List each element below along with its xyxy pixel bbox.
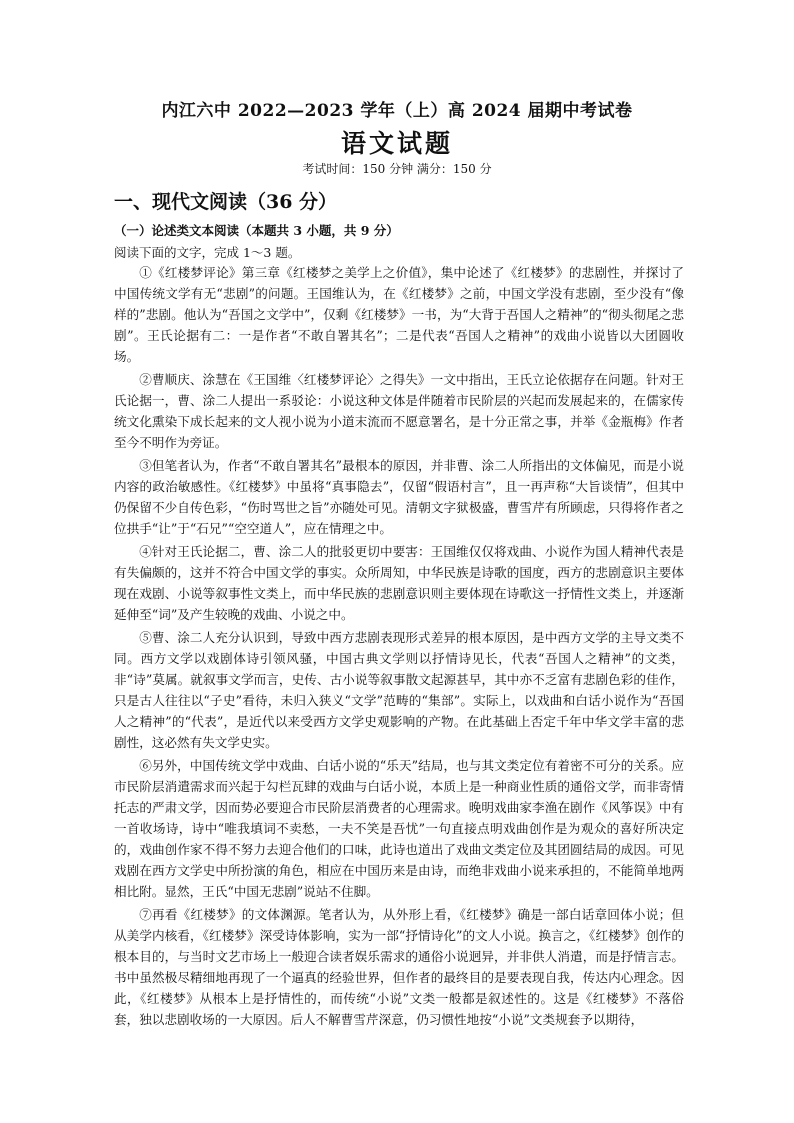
exam-title: 内江六中 2022—2023 学年（上）高 2024 届期中考试卷: [161, 101, 633, 121]
exam-meta: 考试时间：150 分钟 满分：150 分: [302, 162, 492, 176]
paragraph-7: ⑦再看《红楼梦》的文体渊源。笔者认为，从外形上看，《红楼梦》确是一部白话章回体小说；但从美学内核看，《红楼梦》深受诗体影响，实为一部“抒情诗化”的文人小说。换言之，《红楼梦》创作的根本目的，与当时文艺市场上一般迎合读者娱乐需求的通俗小说迥异，并非供人消遣，而是抒情言志。书中虽然极尽精细地再现了一个逼真的经验世界，但作者的最终目的是要表现自我，传达内心理念。因此，《红楼梦》从根本上是抒情性的，而传统“小说”文类一般都是叙述性的。这是《红楼梦》不落俗套，独以悲剧收场的一大原因。后人不解曹雪芹深意，仍习惯性地按“小说”文类规套予以期待，: [114, 906, 684, 1028]
section-heading: 一、现代文阅读（36 分）: [114, 191, 338, 213]
paragraph-2: ②曹顺庆、涂慧在《王国维〈红楼梦评论〉之得失》一文中指出，王氏立论依据存在问题。针对王氏论据一，曹、涂二人提出一系驳论：小说这种文体是伴随着市民阶层的兴起而发展起来的，在儒家传统文化熏染下成长起来的文人视小说为小道末流而不愿意署名，是十分正常之事，并举《金瓶梅》作者至今不明作为旁证。: [114, 371, 684, 451]
paragraph-4: ④针对王氏论据二，曹、涂二人的批驳更切中要害：王国维仅仅将戏曲、小说作为国人精神代表是有失偏颇的，这并不符合中国文学的事实。众所周知，中华民族是诗歌的国度，西方的悲剧意识主要体现在戏剧、小说等叙事性文类上，而中华民族的悲剧意识则主要体现在诗歌这一抒情性文类上，并逐渐延伸至“词”及产生较晚的戏曲、小说之中。: [114, 543, 684, 622]
paragraph-1: ①《红楼梦评论》第三章《红楼梦之美学上之价值》，集中论述了《红楼梦》的悲剧性，并探讨了中国传统文学有无“悲剧”的问题。王国维认为，在《红楼梦》之前，中国文学没有悲剧，至少没有“像样的”悲剧。他认为“吾国之文学中”，仅剩《红楼梦》一书，为“大背于吾国人之精神”的“彻头彻尾之悲剧”。王氏论据有二：一是作者“不敢自署其名”；二是代表“吾国人之精神”的戏曲小说皆以大团圆收场。: [114, 265, 684, 365]
reading-passage: [114, 262, 684, 1032]
subsection-heading: （一）论述类文本阅读（本题共 3 小题，共 9 分）: [114, 223, 399, 238]
reading-instruction: 阅读下面的文字，完成 1～3 题。: [114, 245, 301, 260]
paragraph-5: ⑤曹、涂二人充分认识到，导致中西方悲剧表现形式差异的根本原因，是中西方文学的主导文类不同。西方文学以戏剧体诗引领风骚，中国古典文学则以抒情诗见长，代表“吾国人之精神”的文类，非“诗”莫属。就叙事文学而言，史传、古小说等叙事散文起源甚早，其中亦不乏富有悲剧色彩的佳作，只是古人往往以“子史”看待，未归入狭义“文学”范畴的“集部”。实际上，以戏曲和白话小说作为“吾国人之精神”的“代表”，是近代以来受西方文学史观影响的产物。在此基础上否定千年中华文学丰富的悲剧性，这必然有失文学史实。: [114, 629, 684, 751]
paragraph-6: ⑥另外，中国传统文学中戏曲、白话小说的“乐天”结局，也与其文类定位有着密不可分的关系。应市民阶层消遣需求而兴起于勾栏瓦肆的戏曲与白话小说，本质上是一种商业性质的通俗文学，而非寄情托志的严肃文学，因而势必要迎合市民阶层消费者的心理需求。晚明戏曲家李渔在剧作《风筝误》中有一首收场诗，诗中“唯我填词不卖愁，一夫不笑是吾忧”一句直接点明戏曲创作是为观众的喜好所决定的，戏曲创作家不得不努力去迎合他们的口味，此诗也道出了戏曲文类定位及其团圆结局的成因。可见戏剧在西方文学史中所扮演的角色，相应在中国历来是由诗，而绝非戏曲小说来承担的，不能简单地两相比附。显然，王氏“中国无悲剧”说站不住脚。: [114, 757, 684, 900]
subject-title: 语文试题: [340, 129, 453, 158]
paragraph-3: ③但笔者认为，作者“不敢自署其名”最根本的原因，并非曹、涂二人所指出的文体偏见，而是小说内容的政治敏感性。《红楼梦》中虽将“真事隐去”，仅留“假语村言”，且一再声称“大旨谈情”，但其中仍保留不少自传色彩，“伤时骂世之旨”亦随处可见。清朝文字狱极盛，曹雪芹有所顾虑，只得将作者之位拱手“让”于“石兄”“空空道人”，应在情理之中。: [114, 457, 684, 537]
